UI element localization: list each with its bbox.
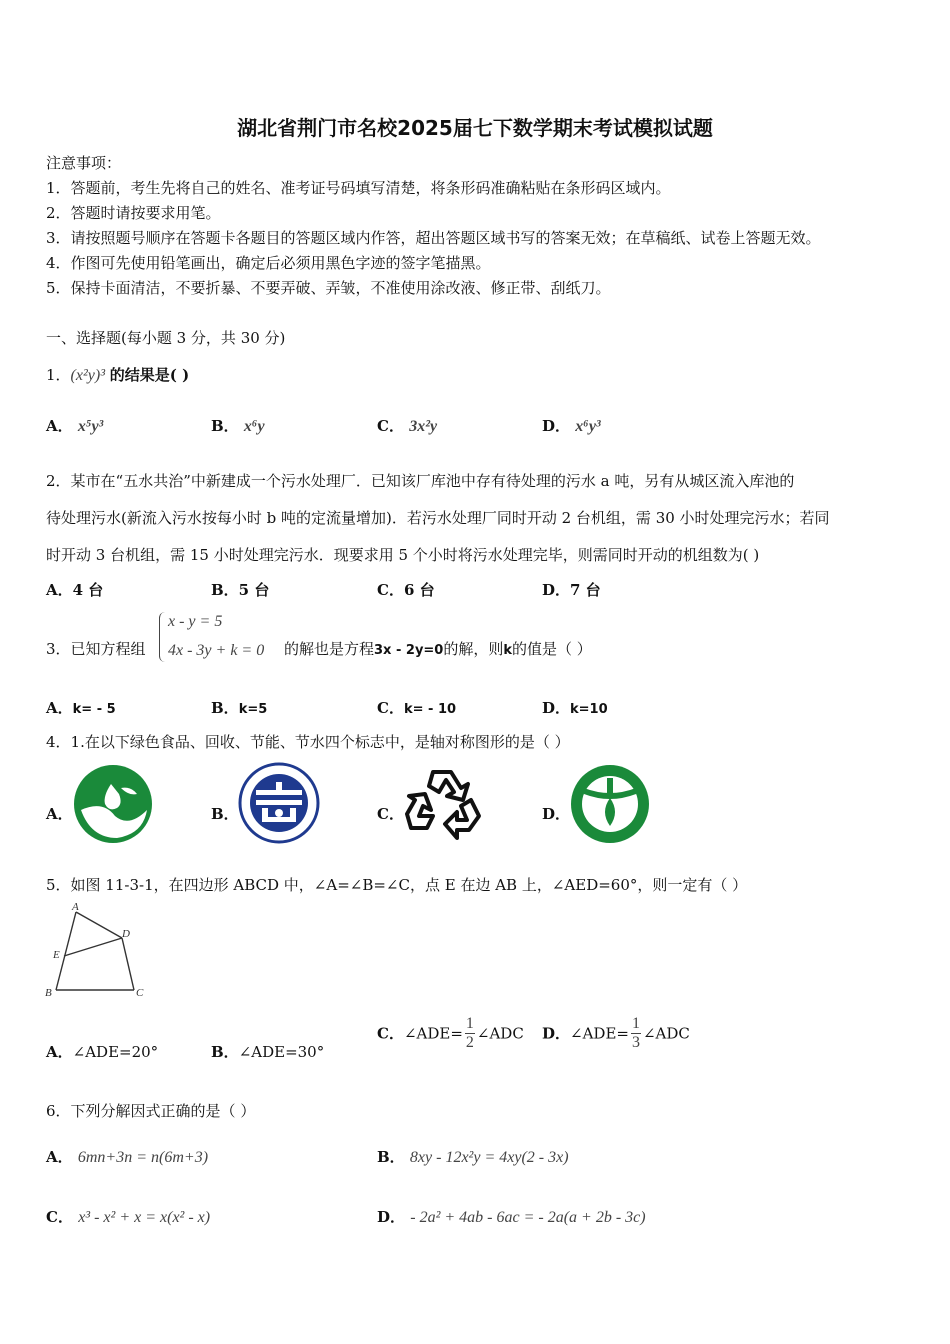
q3-option-a[interactable] [46, 697, 116, 718]
option-value: k= - 10 [403, 702, 457, 717]
section-heading: 一、选择题(每小题 3 分，共 30 分) [46, 329, 286, 347]
option-text: ∠ADE= [403, 1024, 463, 1043]
option-label: C． [377, 699, 404, 717]
q1-stem-text: 的结果是( ) [109, 366, 190, 384]
q4-stem [46, 731, 570, 752]
option-label: D． [542, 1024, 571, 1043]
vertex-label-b: B [45, 987, 52, 999]
option-label: A． [46, 1148, 73, 1166]
q3-equation-2: 4x - 3y + k = 0 [168, 642, 265, 659]
option-label: A． [46, 1043, 73, 1061]
option-label: B． [377, 1148, 405, 1166]
option-math: 8xy - 12x²y = 4xy(2 - 3x) [409, 1149, 569, 1166]
q5-option-a[interactable] [46, 1041, 158, 1062]
option-math: x⁵y³ [77, 418, 104, 435]
q1-stem [46, 364, 189, 385]
option-label: D． [542, 417, 571, 435]
q3-stem-k: k [503, 643, 513, 658]
q6-stem: 6．下列分解因式正确的是（ ） [46, 1102, 256, 1120]
note-item: 2．答题时请按要求用笔。 [46, 204, 221, 222]
water-saving-logo [570, 764, 650, 844]
q3-stem-part: 的值是（ ） [512, 640, 592, 658]
option-label: C． [46, 1208, 73, 1226]
option-math: 3x²y [409, 418, 438, 435]
option-label: A． [46, 699, 73, 717]
q2-line: 待处理污水(新流入污水按每小时 b 吨的定流量增加)．若污水处理厂同时开动 2 台机组，需 30 小时处理完污水；若同 [46, 509, 830, 527]
vertex-label-a: A [72, 901, 79, 913]
option-text: ∠ADC [642, 1024, 690, 1043]
option-value: k= - 5 [72, 702, 116, 717]
q3-option-c[interactable] [377, 697, 456, 718]
q2-option-b[interactable]: B．5 台 [211, 581, 270, 599]
option-math: x³ - x² + x = x(x² - x) [78, 1209, 211, 1226]
q1-option-b[interactable] [211, 415, 265, 436]
q3-stem [284, 638, 592, 659]
quadrilateral-figure [42, 900, 152, 1000]
q6-option-d[interactable] [377, 1206, 646, 1227]
option-label: A． [46, 417, 73, 435]
option-label: B． [211, 699, 239, 717]
option-label: C． [377, 417, 404, 435]
option-text: ∠ADE=20° [72, 1043, 159, 1061]
q3-stem-part: 的解，则 [443, 640, 504, 658]
option-text: ∠ADE= [570, 1024, 629, 1043]
note-item: 5．保持卡面清洁，不要折暴、不要弄破、弄皱，不准使用涂改液、修正带、刮纸刀。 [46, 279, 611, 297]
page-title: 湖北省荆门市名校2025届七下数学期末考试模拟试题 [237, 116, 713, 140]
fraction-numerator: 1 [631, 1015, 640, 1032]
system-brace [159, 612, 166, 662]
q3-stem-part: 的解也是方程 [284, 640, 375, 658]
option-label: C． [377, 1024, 404, 1043]
notes-heading: 注意事项： [46, 154, 122, 172]
q4-number: 4． [46, 733, 71, 751]
option-math: 6mn+3n = n(6m+3) [77, 1149, 209, 1166]
fraction-numerator: 1 [465, 1015, 474, 1032]
q6-option-b[interactable] [377, 1146, 569, 1167]
option-text: ∠ADE=30° [238, 1043, 325, 1061]
option-math: - 2a² + 4ab - 6ac = - 2a(a + 2b - 3c) [410, 1209, 646, 1226]
q3-equation-1: x - y = 5 [168, 613, 223, 630]
green-food-logo [73, 764, 153, 844]
fraction-one-third [631, 1016, 641, 1051]
q1-option-d[interactable] [542, 415, 601, 436]
q4-stem-text: 1.在以下绿色食品、回收、节能、节水四个标志中，是轴对称图形的是（ ） [70, 733, 570, 751]
q5-stem: 5．如图 11-3-1，在四边形 ABCD 中，∠A=∠B=∠C，点 E 在边 AB 上，∠AED=60°，则一定有（ ） [46, 876, 748, 894]
q3-stem-equation: 3x - 2y=0 [374, 643, 444, 658]
q1-number: 1． [46, 366, 71, 384]
q2-option-d[interactable]: D．7 台 [542, 581, 601, 599]
option-value: k=10 [570, 702, 608, 717]
fraction-denominator: 2 [465, 1034, 474, 1051]
option-math: x⁶y³ [575, 418, 601, 435]
q5-option-d[interactable] [542, 1016, 690, 1051]
option-math: x⁶y [243, 418, 265, 435]
vertex-label-d: D [122, 928, 130, 940]
fraction-one-half [465, 1016, 475, 1051]
fraction-denominator: 3 [631, 1034, 640, 1051]
option-label: D． [377, 1208, 406, 1226]
q4-option-d[interactable]: D． [542, 805, 571, 823]
q2-line: 2．某市在“五水共治”中新建成一个污水处理厂．已知该厂库池中存有待处理的污水 a 吨，另有从城区流入库池的 [46, 472, 795, 490]
vertex-label-e: E [53, 949, 60, 961]
q2-option-c[interactable]: C．6 台 [377, 581, 435, 599]
q2-line: 时开动 3 台机组，需 15 小时处理完污水．现要求用 5 个小时将污水处理完毕，则需同时开动的机组数为( ) [46, 546, 760, 564]
option-text: ∠ADC [476, 1024, 524, 1043]
q6-option-c[interactable] [46, 1206, 210, 1227]
option-label: B． [211, 417, 239, 435]
q1-option-a[interactable] [46, 415, 103, 436]
option-value: k=5 [238, 702, 268, 717]
q6-option-a[interactable] [46, 1146, 208, 1167]
recycle-logo [405, 766, 485, 842]
q3-number: 3．已知方程组 [46, 640, 146, 658]
option-label: D． [542, 699, 571, 717]
q1-expression: (x²y)³ [70, 367, 105, 384]
q3-option-d[interactable] [542, 697, 608, 718]
note-item: 4．作图可先使用铅笔画出，确定后必须用黑色字迹的签字笔描黑。 [46, 254, 491, 272]
option-label: B． [211, 1043, 239, 1061]
q4-option-b[interactable]: B． [211, 805, 239, 823]
energy-saving-logo [238, 762, 320, 844]
vertex-label-c: C [136, 987, 144, 999]
q5-option-c[interactable] [377, 1016, 524, 1051]
note-item: 3．请按照题号顺序在答题卡各题目的答题区域内作答，超出答题区域书写的答案无效；在草稿纸、试卷上答题无效。 [46, 229, 821, 247]
note-item: 1．答题前，考生先将自己的姓名、准考证号码填写清楚，将条形码准确粘贴在条形码区域内。 [46, 179, 671, 197]
q5-option-b[interactable] [211, 1041, 324, 1062]
q4-option-c[interactable]: C． [377, 805, 404, 823]
q1-option-c[interactable] [377, 415, 437, 436]
q4-option-a[interactable]: A． [46, 805, 73, 823]
q2-option-a[interactable]: A．4 台 [46, 581, 104, 599]
q3-option-b[interactable] [211, 697, 267, 718]
